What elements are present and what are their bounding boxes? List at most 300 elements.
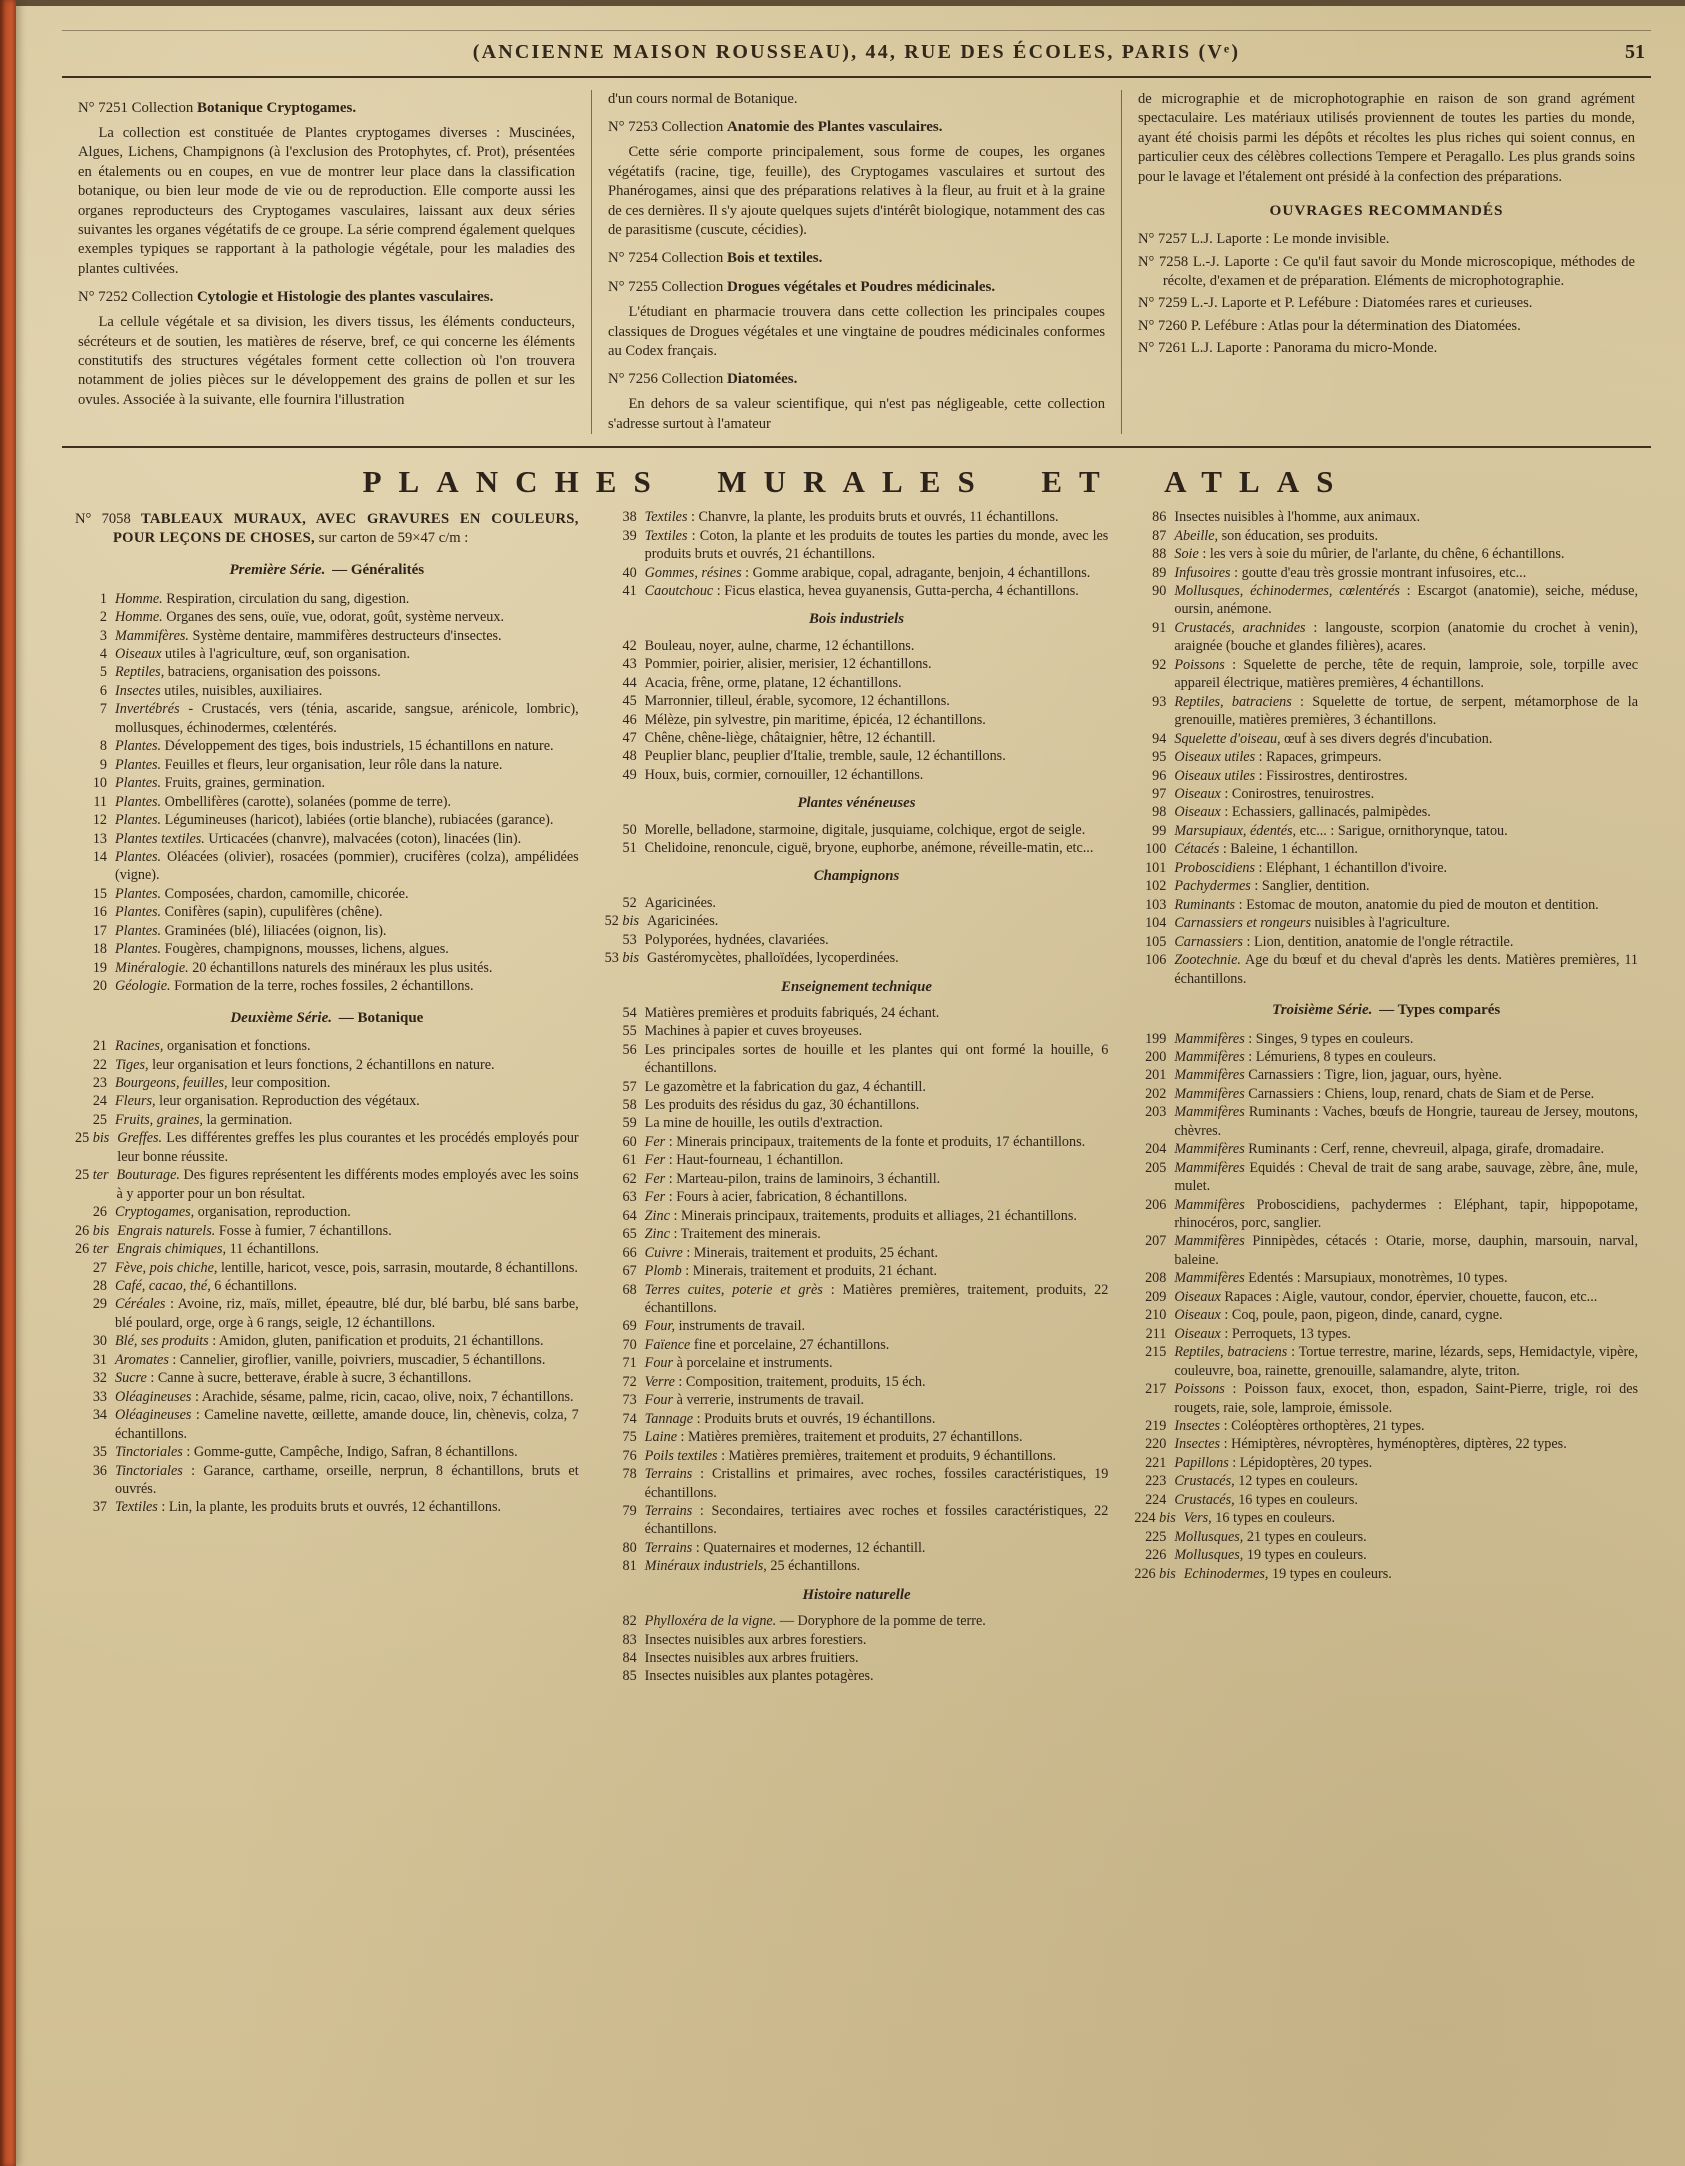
item-number: 2 xyxy=(99,609,107,626)
item-text: Acacia, frêne, orme, platane, 12 échantillons. xyxy=(644,674,902,691)
catalog-item xyxy=(605,637,1109,655)
item-lead: Soie xyxy=(1174,546,1199,563)
item-text: Plomb : Minerais, traitement et produits, 21 échant. xyxy=(644,1263,938,1280)
catalog-item xyxy=(605,508,1109,526)
catalog-item xyxy=(605,821,1109,839)
item-number: 52 xyxy=(622,894,637,911)
item-number: 44 xyxy=(622,674,637,691)
item-lead: Minéraux industriels xyxy=(644,1558,764,1575)
item-lead: Plomb xyxy=(644,1263,682,1280)
catalog-item xyxy=(1134,1343,1638,1380)
catalog-item xyxy=(1134,803,1638,821)
item-number: 59 xyxy=(622,1115,637,1132)
item-number: 62 xyxy=(622,1170,637,1187)
item-number: 41 xyxy=(622,583,637,600)
item-text: Café, cacao, thé, 6 échantillons. xyxy=(115,1278,298,1295)
item-number-suffix: ter xyxy=(89,1167,109,1184)
item-lead: Gommes, résines xyxy=(644,564,742,581)
catalog-item xyxy=(75,793,579,811)
item-number: 12 xyxy=(92,812,107,829)
collection-number: N° 7253 Collection xyxy=(608,119,727,136)
item-text: Plantes. Légumineuses (haricot), labiées (ortie blanche), rubiacées (garance). xyxy=(115,812,554,829)
item-text: Plantes textiles. Urticacées (chanvre), malvacées (coton), linacées (lin). xyxy=(115,830,522,847)
catalog-item xyxy=(1134,730,1638,748)
item-text: Laine : Matières premières, traitement et produits, 27 échantillons. xyxy=(644,1429,1023,1446)
item-lead: Terrains xyxy=(644,1539,693,1556)
item-lead: Greffes. xyxy=(117,1130,163,1147)
catalog-item xyxy=(605,949,1109,967)
item-number: 25 bis xyxy=(75,1130,110,1147)
item-number: 49 xyxy=(622,766,637,783)
item-text: Matières premières et produits fabriqués, 24 échant. xyxy=(644,1004,940,1021)
item-lead: Marsupiaux, édentés, xyxy=(1174,822,1297,839)
series-subject: — Généralités xyxy=(328,562,425,579)
item-text: Gastéromycètes, phalloïdées, lycoperdinées. xyxy=(646,950,899,967)
book-reference: N° 7258 L.-J. Laporte : Ce qu'il faut savoir du Monde microscopique, méthodes de récolte, d'examen et de préparation. Eléments de microphotographie. xyxy=(1138,253,1635,290)
item-lead: Mammifères xyxy=(1174,1196,1245,1213)
item-number: 68 xyxy=(622,1281,637,1298)
item-lead: Mammifères xyxy=(1174,1141,1245,1158)
item-text: Bourgeons, feuilles, leur composition. xyxy=(115,1075,331,1092)
catalog-item xyxy=(1134,1048,1638,1066)
item-number: 6 xyxy=(99,682,107,699)
catalog-item xyxy=(605,839,1109,857)
item-text: Mammifères. Système dentaire, mammifères destructeurs d'insectes. xyxy=(115,627,502,644)
item-number: 79 xyxy=(622,1503,637,1519)
intro-number: N° 7058 xyxy=(75,511,141,528)
catalog-column-2 xyxy=(592,508,1122,1686)
catalog-item xyxy=(605,1612,1109,1630)
item-lead: Proboscidiens xyxy=(1174,859,1255,876)
item-lead: Zootechnie. xyxy=(1174,952,1241,969)
paragraph-continuation: d'un cours normal de Botanique. xyxy=(608,91,798,107)
catalog-item xyxy=(1134,1288,1638,1306)
catalog-item xyxy=(605,1004,1109,1022)
item-text: Mammifères Carnassiers : Chiens, loup, renard, chats de Siam et de Perse. xyxy=(1174,1085,1595,1102)
item-lead: Oiseaux xyxy=(1174,1288,1221,1305)
catalog-item xyxy=(605,564,1109,582)
item-lead: Crustacés, xyxy=(1174,1491,1235,1508)
series-name: Deuxième Série. xyxy=(230,1009,332,1026)
item-number: 206 xyxy=(1145,1196,1167,1213)
catalog-item xyxy=(605,674,1109,692)
item-lead: Poissons xyxy=(1174,1381,1225,1398)
item-lead: Cryptogames, xyxy=(115,1204,195,1221)
item-number: 18 xyxy=(92,941,107,958)
item-number: 91 xyxy=(1152,619,1167,636)
item-number: 24 xyxy=(92,1093,107,1110)
item-text: Houx, buis, cormier, cornouiller, 12 échantillons. xyxy=(644,766,924,783)
catalog-item xyxy=(1134,619,1638,656)
item-text: Engrais naturels. Fosse à fumier, 7 échantillons. xyxy=(117,1222,392,1239)
item-number: 15 xyxy=(92,885,107,902)
item-lead: Mammifères xyxy=(1174,1270,1245,1287)
catalog-item xyxy=(1134,1306,1638,1324)
item-text: Oiseaux : Coq, poule, paon, pigeon, dinde, canard, cygne. xyxy=(1174,1307,1503,1324)
catalog-item xyxy=(75,830,579,848)
catalog-item xyxy=(605,1557,1109,1575)
item-text: Four à verrerie, instruments de travail. xyxy=(644,1392,865,1409)
catalog-item xyxy=(1134,1325,1638,1343)
catalog-item xyxy=(1134,951,1638,988)
item-number: 95 xyxy=(1152,749,1167,766)
catalog-item xyxy=(75,959,579,977)
item-lead: Café, cacao, thé, xyxy=(115,1278,211,1295)
item-number: 53 xyxy=(622,931,637,948)
item-text: Engrais chimiques, 11 échantillons. xyxy=(116,1241,319,1258)
item-text: Gommes, résines : Gomme arabique, copal, adragante, benjoin, 4 échantillons. xyxy=(644,564,1091,581)
item-number-suffix: ter xyxy=(89,1241,109,1258)
item-text: Greffes. Les différentes greffes les plus courantes et les procédés employés pour leur bonne réussite. xyxy=(117,1130,579,1165)
item-number: 78 xyxy=(622,1466,637,1483)
item-number: 36 xyxy=(92,1462,107,1479)
item-text: Crustacés, 16 types en couleurs. xyxy=(1174,1491,1358,1508)
item-text: Mammifères Ruminants : Vaches, bœufs de Hongrie, taureau de Jersey, moutons, chèvres. xyxy=(1174,1104,1639,1139)
item-number: 98 xyxy=(1152,804,1167,821)
catalog-item xyxy=(605,711,1109,729)
item-number: 47 xyxy=(622,729,637,746)
item-lead: Verre xyxy=(644,1373,675,1390)
item-text: Minéralogie. 20 échantillons naturels des minéraux les plus usités. xyxy=(115,959,493,976)
catalog-item xyxy=(1134,1066,1638,1084)
item-lead: Mammifères xyxy=(1174,1085,1245,1102)
item-number: 209 xyxy=(1145,1288,1167,1305)
catalog-item xyxy=(605,1262,1109,1280)
item-text: Terres cuites, poterie et grès : Matières premières, traitement, produits, 22 échantillons. xyxy=(644,1281,1109,1317)
catalog-column-3 xyxy=(1121,508,1651,1686)
item-lead: Aromates xyxy=(115,1351,169,1368)
collection-number: N° 7256 Collection xyxy=(608,371,727,388)
item-lead: Echinodermes, xyxy=(1183,1565,1269,1582)
item-number: 30 xyxy=(92,1333,107,1350)
intro-title: TABLEAUX MURAUX, AVEC GRAVURES EN COULEURS, POUR LEÇONS DE CHOSES, xyxy=(112,511,579,547)
collection-heading xyxy=(78,99,575,119)
catalog-item xyxy=(75,1203,579,1221)
catalog-item xyxy=(75,903,579,921)
item-lead: Carnassiers et rongeurs xyxy=(1174,915,1311,932)
item-text: Fève, pois chiche, lentille, haricot, vesce, pois, sarrasin, moutarde, 8 échantillons. xyxy=(115,1259,578,1276)
item-number: 221 xyxy=(1145,1454,1167,1471)
catalog-item xyxy=(1134,1103,1638,1140)
item-text: Verre : Composition, traitement, produits, 15 éch. xyxy=(644,1373,926,1390)
item-lead: Vers, xyxy=(1183,1510,1212,1527)
item-text: Fer : Fours à acier, fabrication, 8 échantillons. xyxy=(644,1189,908,1206)
catalog-item xyxy=(1134,859,1638,877)
item-lead: Four, xyxy=(644,1318,676,1335)
item-number: 13 xyxy=(92,830,107,847)
item-lead: Engrais naturels. xyxy=(117,1222,216,1239)
item-number: 205 xyxy=(1145,1159,1167,1176)
catalog-item xyxy=(605,1465,1109,1502)
item-lead: Plantes. xyxy=(115,775,162,792)
item-lead: Ruminants xyxy=(1174,896,1236,913)
catalog-item xyxy=(75,922,579,940)
item-lead: Abeille, xyxy=(1174,527,1219,544)
item-text: Reptiles, batraciens : Tortue terrestre, marine, lézards, seps, Hemidactyle, vipère, couleuvre, boa, rainette, grenouille, salamandre, alyte, triton. xyxy=(1174,1344,1639,1379)
item-text: Abeille, son éducation, ses produits. xyxy=(1174,527,1379,544)
item-number: 211 xyxy=(1145,1325,1167,1342)
item-lead: Oiseaux xyxy=(1174,804,1221,821)
item-lead: Terrains xyxy=(644,1503,693,1519)
recommended-works-heading: OUVRAGES RECOMMANDÉS xyxy=(1269,202,1504,220)
catalog-item xyxy=(605,1410,1109,1428)
item-lead: Engrais chimiques, xyxy=(116,1241,227,1258)
item-lead: Oiseaux utiles xyxy=(1174,767,1256,784)
item-lead: Fer xyxy=(644,1189,666,1206)
item-text: Marsupiaux, édentés, etc... : Sarigue, ornithorynque, tatou. xyxy=(1174,822,1508,839)
item-text: Insectes : Hémiptères, névroptères, hyménoptères, diptères, 22 types. xyxy=(1174,1436,1567,1453)
item-text: Squelette d'oiseau, œuf à ses divers degrés d'incubation. xyxy=(1174,730,1493,747)
item-number: 43 xyxy=(622,656,637,673)
catalog-item xyxy=(605,1336,1109,1354)
item-text: Bouleau, noyer, aulne, charme, 12 échantillons. xyxy=(644,637,915,654)
item-number: 226 xyxy=(1145,1547,1167,1564)
item-text: Tinctoriales : Garance, carthame, orseille, nerprun, 8 échantillons, bruts et ouvrés. xyxy=(115,1462,579,1497)
catalog-item xyxy=(75,1259,579,1277)
catalog-item xyxy=(75,1443,579,1461)
item-number: 199 xyxy=(1145,1030,1167,1047)
item-text: Plantes. Conifères (sapin), cupulifères (chêne). xyxy=(115,904,383,921)
item-text: Agaricinées. xyxy=(644,894,716,911)
collection-name: Bois et textiles. xyxy=(726,250,823,267)
catalog-item xyxy=(605,1539,1109,1557)
item-text: Oiseaux : Perroquets, 13 types. xyxy=(1174,1325,1351,1342)
catalog-item xyxy=(605,1207,1109,1225)
item-lead: Oléagineuses xyxy=(115,1407,192,1424)
paragraph: La collection est constituée de Plantes cryptogames diverses : Muscinées, Algues, Lichens, Champignons (à l'exclusion des Protophytes, cf. Prot), présentées en étalements ou en coupes, en vue de montrer leur place dans la classification botanique, ou bien leur mode de vie ou de reproduction. Elle comporte aussi les organes reproducteurs des Cryptogames vasculaires, laissant aux deux séries suivantes les organes végétatifs de ce groupe. La série comprend également quelques exemples typiques se rapportant à la pathologie végétale, pour les maladies des plantes cultivées. xyxy=(78,124,575,277)
catalog-item xyxy=(1134,1491,1638,1509)
item-lead: Minéralogie. xyxy=(115,959,189,976)
item-text: Insectes utiles, nuisibles, auxiliaires. xyxy=(115,682,323,699)
item-number: 66 xyxy=(622,1244,637,1261)
item-number: 51 xyxy=(622,840,637,857)
item-text: Pachydermes : Sanglier, dentition. xyxy=(1174,878,1370,895)
item-lead: Tiges, xyxy=(115,1056,149,1073)
item-number: 34 xyxy=(92,1407,107,1424)
catalog-item xyxy=(605,655,1109,673)
catalog-item xyxy=(605,1133,1109,1151)
item-text: Mammifères Ruminants : Cerf, renne, chevreuil, alpaga, girafe, dromadaire. xyxy=(1174,1141,1605,1158)
catalog-item xyxy=(605,527,1109,564)
item-text: Géologie. Formation de la terre, roches fossiles, 2 échantillons. xyxy=(115,978,474,995)
item-lead: Géologie. xyxy=(115,978,171,995)
item-lead: Homme. xyxy=(115,590,163,607)
catalog-item xyxy=(605,1631,1109,1649)
item-text: Plantes. Fougères, champignons, mousses, lichens, algues. xyxy=(115,941,449,958)
item-lead: Tannage xyxy=(644,1410,694,1427)
catalog-item xyxy=(605,1649,1109,1667)
item-text: Plantes. Développement des tiges, bois industriels, 15 échantillons en nature. xyxy=(115,738,554,755)
item-text: Mollusques, échinodermes, cœlentérés : Escargot (anatomie), seiche, méduse, oursin, anémone. xyxy=(1174,583,1639,618)
item-number: 88 xyxy=(1152,546,1167,563)
collection-number: N° 7251 Collection xyxy=(78,100,197,116)
item-text: Carnassiers : Lion, dentition, anatomie de l'ongle rétractile. xyxy=(1174,933,1514,950)
item-number: 10 xyxy=(92,775,107,792)
item-lead: Papillons xyxy=(1174,1454,1229,1471)
item-text: Oléagineuses : Cameline navette, œillette, amande douce, lin, chènevis, colza, 7 échantillons. xyxy=(115,1407,579,1442)
item-number: 28 xyxy=(92,1278,107,1295)
item-number: 104 xyxy=(1145,915,1167,932)
item-text: Peuplier blanc, peuplier d'Italie, tremble, saule, 12 échantillons. xyxy=(644,748,1006,765)
item-number: 39 xyxy=(622,527,637,544)
item-number: 57 xyxy=(622,1078,637,1095)
item-number: 215 xyxy=(1145,1344,1167,1361)
item-text: Fer : Minerais principaux, traitements de la fonte et produits, 17 échantillons. xyxy=(644,1133,1086,1150)
item-text: Zinc : Minerais principaux, traitements, produits et alliages, 21 échantillons. xyxy=(644,1207,1077,1224)
item-number: 208 xyxy=(1145,1270,1167,1287)
item-lead: Fer xyxy=(644,1152,666,1169)
catalog-item xyxy=(1134,508,1638,526)
item-number: 38 xyxy=(622,509,637,526)
item-text: Mammifères Carnassiers : Tigre, lion, jaguar, ours, hyène. xyxy=(1174,1067,1502,1084)
series-name: Troisième Série. xyxy=(1272,1002,1373,1018)
item-number-suffix: bis xyxy=(89,1130,110,1147)
catalog-item xyxy=(75,737,579,755)
item-text: Plantes. Fruits, graines, germination. xyxy=(115,775,326,792)
item-lead: Faïence xyxy=(644,1336,691,1353)
item-lead: Sucre xyxy=(115,1370,147,1387)
item-lead: Terres cuites, poterie et grès xyxy=(644,1281,823,1298)
collection-heading xyxy=(608,278,1105,298)
item-lead: Mammifères xyxy=(1174,1030,1245,1047)
group-heading: Histoire naturelle xyxy=(802,1586,911,1603)
catalog-item xyxy=(75,1295,579,1332)
item-text: Poissons : Squelette de perche, tête de requin, lamproie, sole, torpille avec appareil électrique, matières premières, 4 échantillons. xyxy=(1174,656,1639,692)
catalog-item xyxy=(1134,748,1638,766)
item-lead: Racines, xyxy=(115,1038,164,1055)
item-number: 90 xyxy=(1152,583,1167,600)
series-heading xyxy=(1134,1001,1638,1021)
catalog-item xyxy=(75,1462,579,1499)
item-text: Poissons : Poisson faux, exocet, thon, espadon, Saint-Pierre, trigle, roi des rougets, raie, sole, lamproie, émissole. xyxy=(1174,1381,1639,1416)
item-text: Ruminants : Estomac de mouton, anatomie du pied de mouton et dentition. xyxy=(1174,896,1599,913)
item-lead: Oléagineuses xyxy=(115,1388,192,1405)
item-text: Fleurs, leur organisation. Reproduction des végétaux. xyxy=(115,1093,420,1110)
catalog-item xyxy=(75,756,579,774)
item-text: Echinodermes, 19 types en couleurs. xyxy=(1183,1565,1392,1582)
item-number: 27 xyxy=(92,1259,107,1276)
item-lead: Mammifères xyxy=(1174,1104,1245,1121)
item-text: Textiles : Coton, la plante et les produits de toutes les parties du monde, avec les produits bruts et ouvrés, 21 échantillons. xyxy=(644,527,1109,563)
item-text: Zinc : Traitement des minerais. xyxy=(644,1226,821,1243)
item-text: Cétacés : Baleine, 1 échantillon. xyxy=(1174,841,1358,858)
catalog-item xyxy=(75,1351,579,1369)
item-text: Terrains : Quaternaires et modernes, 12 échantill. xyxy=(644,1539,926,1556)
item-text: Polyporées, hydnées, clavariées. xyxy=(644,931,829,948)
item-lead: Poils textiles xyxy=(644,1447,718,1464)
catalog-item xyxy=(605,1096,1109,1114)
catalog-item xyxy=(605,1391,1109,1409)
item-number: 204 xyxy=(1145,1141,1167,1158)
item-lead: Phylloxéra de la vigne. xyxy=(644,1613,777,1630)
catalog-item xyxy=(1134,1085,1638,1103)
collection-name: Cytologie et Histologie des plantes vasculaires. xyxy=(196,289,494,306)
catalog-item xyxy=(1134,1417,1638,1435)
item-lead: Squelette d'oiseau, xyxy=(1174,730,1281,747)
item-number: 40 xyxy=(622,564,637,581)
item-text: Mélèze, pin sylvestre, pin maritime, épicéa, 12 échantillons. xyxy=(644,711,986,728)
item-number-suffix: bis xyxy=(1155,1565,1176,1582)
catalog-item xyxy=(1134,1565,1638,1583)
catalog-item xyxy=(1134,896,1638,914)
header-row xyxy=(62,31,1651,76)
item-text: Sucre : Canne à sucre, betterave, érable à sucre, 3 échantillons. xyxy=(115,1370,472,1387)
item-text: Chelidoine, renoncule, ciguë, bryone, euphorbe, anémone, réveille-matin, etc... xyxy=(644,840,1094,857)
catalog-item xyxy=(605,747,1109,765)
item-lead: Blé, ses produits xyxy=(115,1333,209,1350)
catalog-item xyxy=(1134,822,1638,840)
catalog-item xyxy=(75,885,579,903)
item-number: 103 xyxy=(1145,896,1167,913)
item-number: 201 xyxy=(1145,1067,1167,1084)
item-lead: Reptiles, xyxy=(115,664,165,681)
catalog-item xyxy=(1134,1140,1638,1158)
item-text: Marronnier, tilleul, érable, sycomore, 12 échantillons. xyxy=(644,693,950,710)
item-text: Oiseaux : Echassiers, gallinacés, palmipèdes. xyxy=(1174,804,1431,821)
item-text: Proboscidiens : Eléphant, 1 échantillon d'ivoire. xyxy=(1174,859,1448,876)
item-text: Tiges, leur organisation et leurs fonctions, 2 échantillons en nature. xyxy=(115,1056,495,1073)
item-lead: Four xyxy=(644,1355,674,1372)
paragraph: La cellule végétale et sa division, les divers tissus, les éléments conducteurs, sécréteurs et de soutien, les matières de réserve, bref, ce qui concerne les éléments constitutifs des structures végétales forment cette collection où l'on trouvera notamment de jolies pièces sur le développement des grains de pollen et sur les ovules. Associée à la suivante, elle fournira l'illustration xyxy=(78,314,575,408)
item-lead: Fer xyxy=(644,1170,666,1187)
item-text: Mammifères Edentés : Marsupiaux, monotrèmes, 10 types. xyxy=(1174,1270,1508,1287)
catalog-item xyxy=(1134,1509,1638,1527)
item-number: 50 xyxy=(622,821,637,838)
item-lead: Oiseaux xyxy=(1174,786,1221,803)
item-text: Textiles : Chanvre, la plante, les produits bruts et ouvrés, 11 échantillons. xyxy=(644,509,1059,526)
item-text: Oiseaux Rapaces : Aigle, vautour, condor, épervier, chouette, faucon, etc... xyxy=(1174,1288,1598,1305)
group-heading: Enseignement technique xyxy=(781,978,932,995)
item-number-suffix: bis xyxy=(618,950,639,967)
item-lead: Textiles xyxy=(644,527,688,544)
item-lead: Fruits, graines, xyxy=(115,1111,203,1128)
item-text: Le gazomètre et la fabrication du gaz, 4 échantill. xyxy=(644,1078,926,1095)
item-text: Les principales sortes de houille et les plantes qui ont formé la houille, 6 échantillons. xyxy=(644,1041,1109,1077)
item-number-suffix: bis xyxy=(1155,1510,1176,1527)
item-text: Insectes nuisibles aux plantes potagères. xyxy=(644,1668,874,1685)
item-number: 210 xyxy=(1145,1307,1167,1324)
catalog-item xyxy=(1134,656,1638,693)
item-lead: Cétacés xyxy=(1174,841,1220,858)
item-number: 93 xyxy=(1152,693,1167,710)
catalog-item xyxy=(75,848,579,885)
item-number: 70 xyxy=(622,1336,637,1353)
item-number-suffix: bis xyxy=(89,1222,110,1239)
catalog-item xyxy=(1134,1472,1638,1490)
item-text: Minéraux industriels, 25 échantillons. xyxy=(644,1558,861,1575)
item-number: 23 xyxy=(92,1075,107,1092)
item-number: 203 xyxy=(1145,1104,1167,1121)
item-lead: Infusoires xyxy=(1174,564,1231,581)
item-number: 32 xyxy=(92,1370,107,1387)
item-text: Crustacés, 12 types en couleurs. xyxy=(1174,1473,1358,1490)
item-lead: Textiles xyxy=(115,1499,158,1516)
catalog-item xyxy=(605,1078,1109,1096)
catalog-item xyxy=(605,1188,1109,1206)
item-lead: Mammifères xyxy=(1174,1048,1245,1065)
item-text: Cuivre : Minerais, traitement et produits, 25 échant. xyxy=(644,1244,939,1261)
group-heading: Champignons xyxy=(813,868,900,885)
catalog-item xyxy=(605,1244,1109,1262)
catalog-item xyxy=(605,1447,1109,1465)
item-lead: Bouturage. xyxy=(116,1167,180,1184)
series-name: Première Série. xyxy=(229,562,326,579)
item-text: Mammifères Pinnipèdes, cétacés : Otarie, morse, dauphin, marsouin, narval, baleine. xyxy=(1174,1233,1639,1268)
catalog-item xyxy=(1134,527,1638,545)
item-text: Oiseaux : Conirostres, tenuirostres. xyxy=(1174,786,1375,803)
catalog-item xyxy=(1134,545,1638,563)
item-text: Mammifères Proboscidiens, pachydermes : Eléphant, tapir, hippopotame, rhinocéros, porc, sanglier. xyxy=(1174,1196,1639,1232)
